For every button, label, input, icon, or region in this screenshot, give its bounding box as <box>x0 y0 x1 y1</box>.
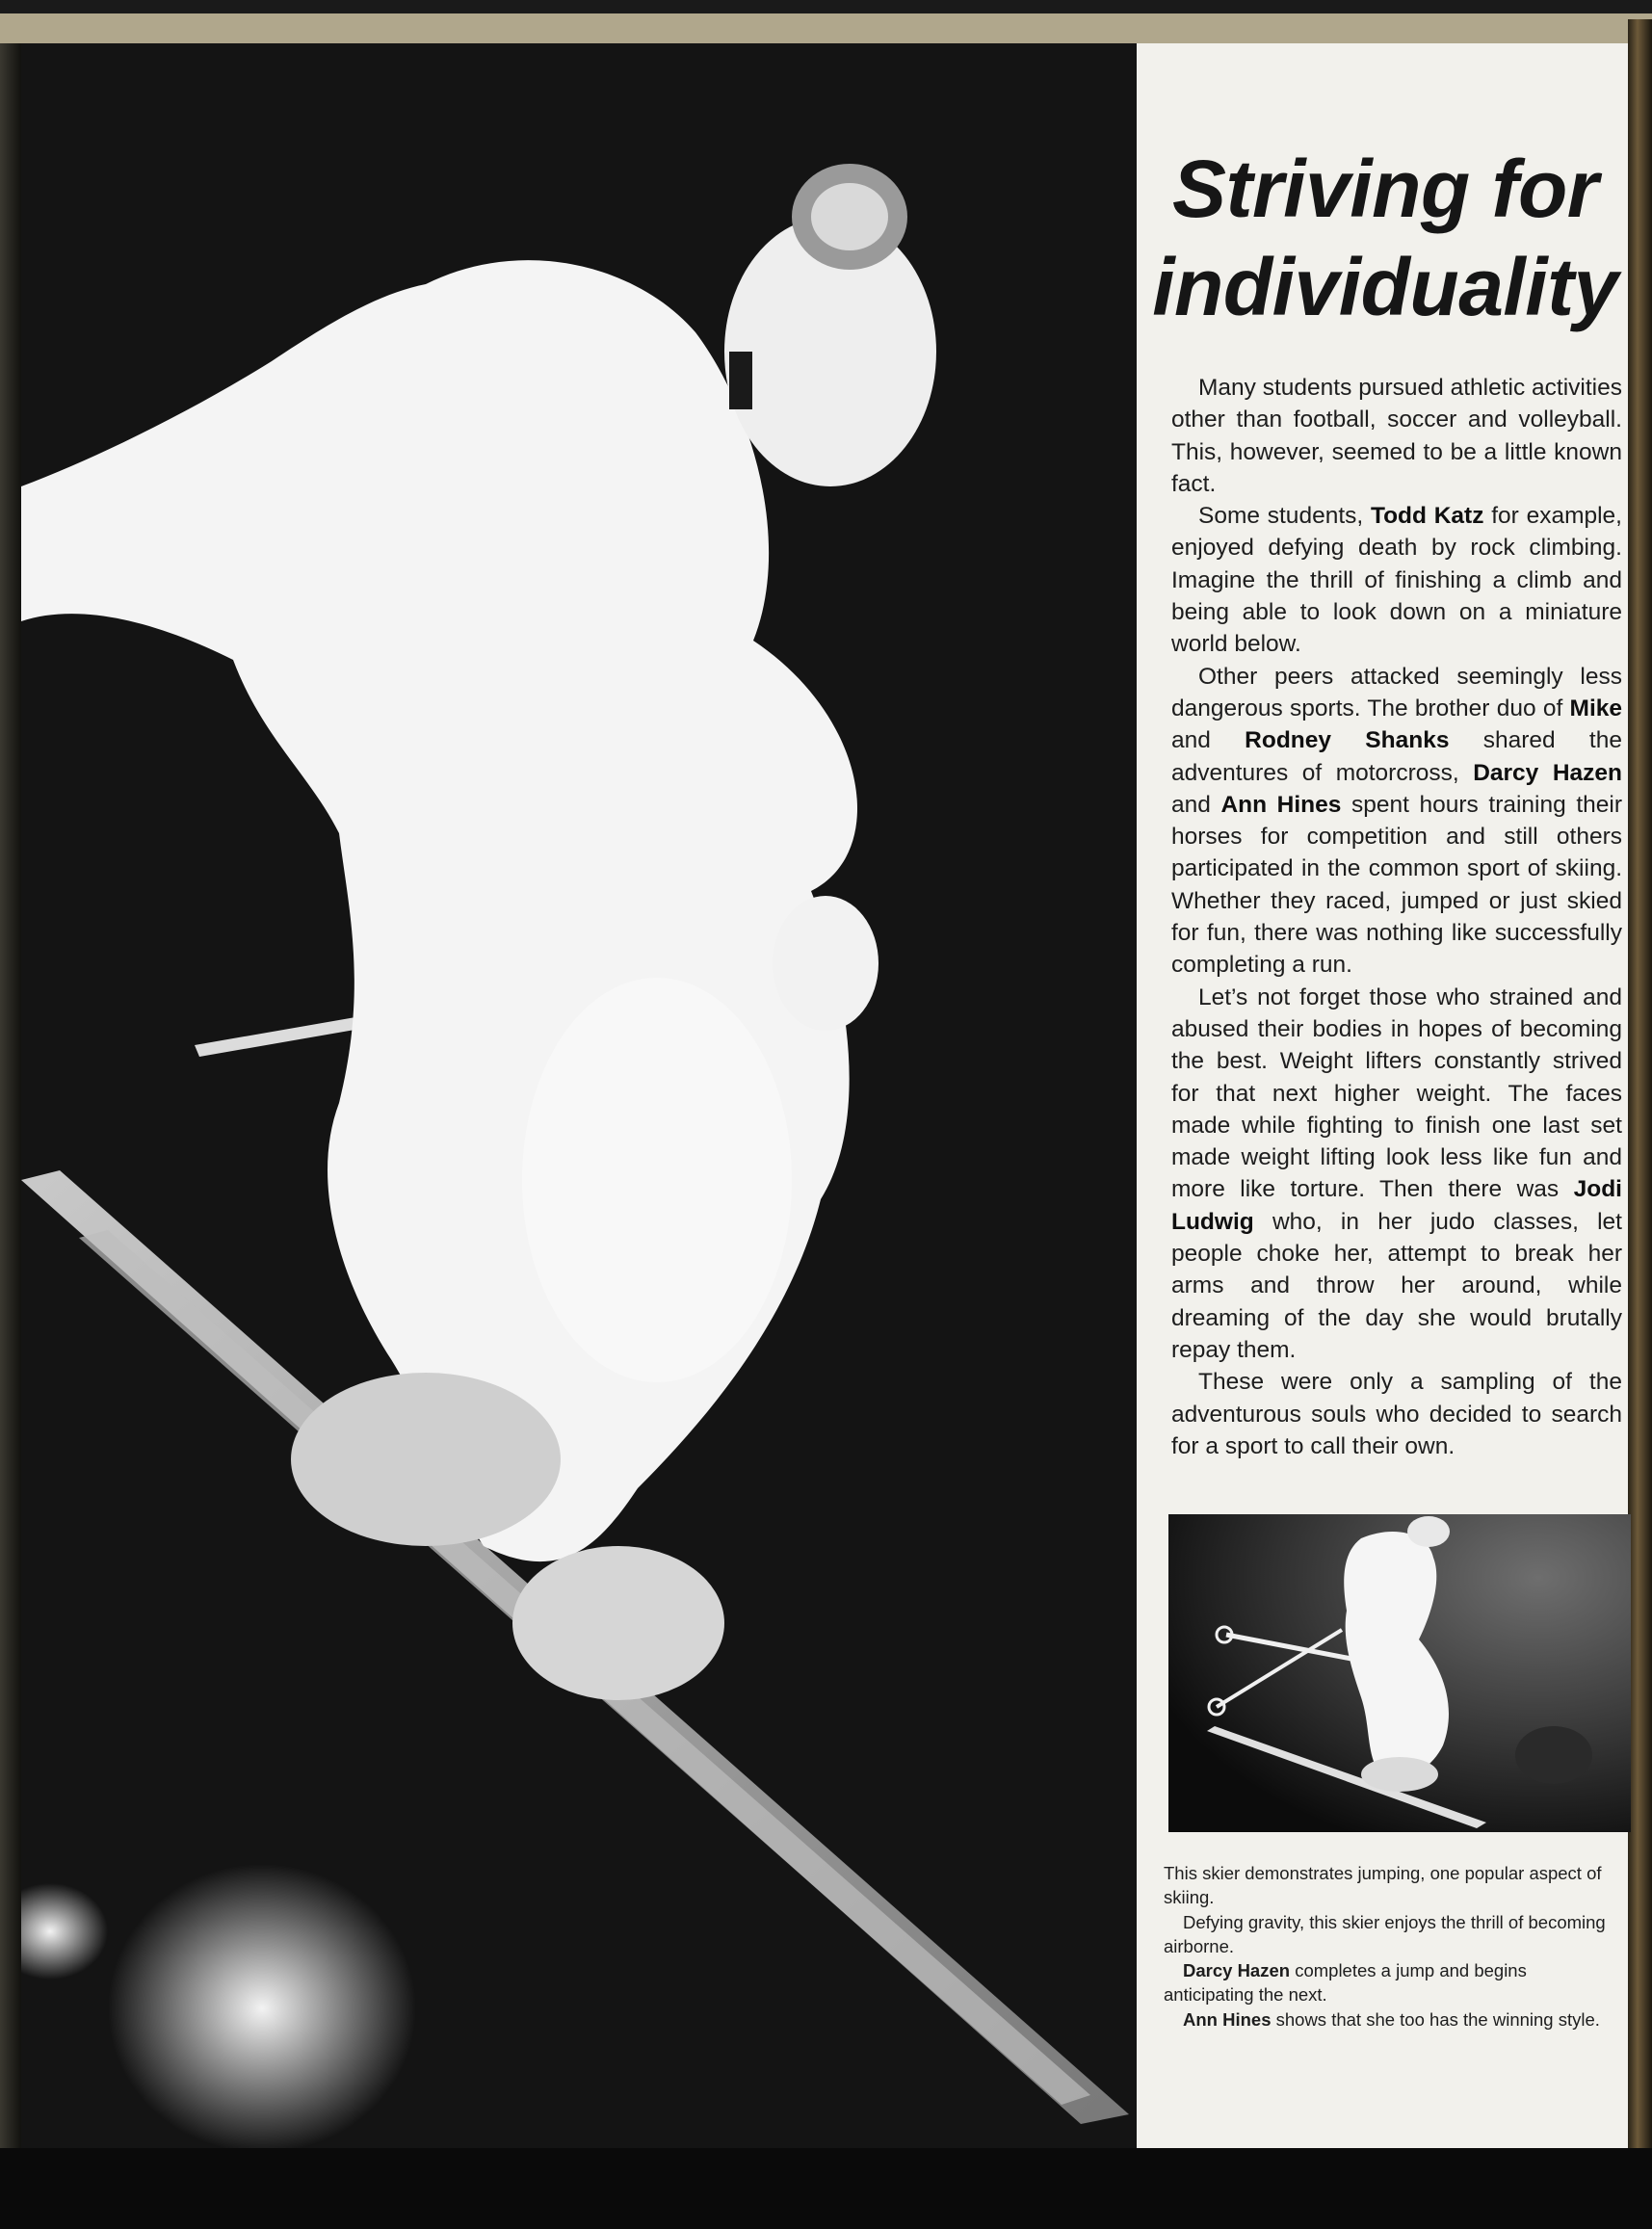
page-top-edge <box>0 0 1652 43</box>
student-name: Darcy Hazen <box>1473 759 1622 786</box>
caption-2: Defying gravity, this skier enjoys the thrill of becoming airborne. <box>1164 1911 1606 1956</box>
text-run: shared the adventures of motorcross, <box>1171 727 1622 786</box>
body-paragraph-4 <box>1171 982 1622 1367</box>
body-paragraph-2 <box>1171 500 1622 660</box>
page-bottom-edge <box>0 2148 1652 2229</box>
photo-captions <box>1164 1861 1616 2032</box>
body-paragraph-1: Many students pursued athletic activities other than football, soccer and volleyball. This, however, seemed to be a little known fact. <box>1171 375 1622 497</box>
caption-name: Ann Hines <box>1183 2008 1272 2030</box>
text-run: for example, enjoyed defying death by rock climbing. Imagine the thrill of finishing a climb and being able to look down on a miniature world below. <box>1171 503 1622 658</box>
student-name: Todd Katz <box>1370 503 1484 530</box>
body-paragraph-5: These were only a sampling of the adventurous souls who decided to search for a sport to call their own. <box>1171 1369 1622 1459</box>
headline-line-2: individuality <box>1152 242 1618 332</box>
caption-4 <box>1164 2007 1616 2032</box>
caption-text: completes a jump and begins anticipating the next. <box>1164 1960 1527 2006</box>
text-run: Other peers attacked seemingly less dangerous sports. The brother duo of <box>1171 663 1622 721</box>
student-name: Jodi Ludwig <box>1171 1176 1622 1235</box>
article-body <box>1171 372 1622 1462</box>
caption-name: Darcy Hazen <box>1183 1960 1291 1981</box>
text-run: who, in her judo classes, let people choke her, attempt to break her arms and throw her around, while dreaming of the day she would brutally repay them. <box>1171 1208 1622 1363</box>
student-name: Ann Hines <box>1220 791 1342 818</box>
article-headline <box>1142 140 1628 336</box>
text-run: Let’s not forget those who strained and abused their bodies in hopes of becoming the best. Weight lifters constantly strived for that next higher weight. The faces made while fighting to finish one last set made weight lifting look less like fun and more like torture. Then there was <box>1171 983 1622 1203</box>
text-run: and <box>1171 727 1246 754</box>
book-spine-edge <box>1628 19 1652 2229</box>
student-name: Mike <box>1569 695 1622 721</box>
student-name: Rodney Shanks <box>1245 727 1450 754</box>
main-skier-photo <box>21 43 1137 2148</box>
caption-text: shows that she too has the winning style. <box>1271 2008 1600 2030</box>
page-left-edge <box>0 43 21 2163</box>
article-column <box>1142 43 1628 2148</box>
small-skier-photo <box>1168 1514 1631 1832</box>
caption-3 <box>1164 1958 1616 2007</box>
body-paragraph-3 <box>1171 661 1622 982</box>
text-run: spent hours training their horses for competition and still others participated in the common sport of skiing. Whether they raced, jumped or just skied for fun, there was nothing like successfully completing a run. <box>1171 791 1622 979</box>
text-run: and <box>1171 791 1221 818</box>
text-run: Some students, <box>1198 503 1371 530</box>
caption-1: This skier demonstrates jumping, one popular aspect of skiing. <box>1164 1863 1602 1908</box>
headline-line-1: Striving for <box>1171 144 1598 234</box>
